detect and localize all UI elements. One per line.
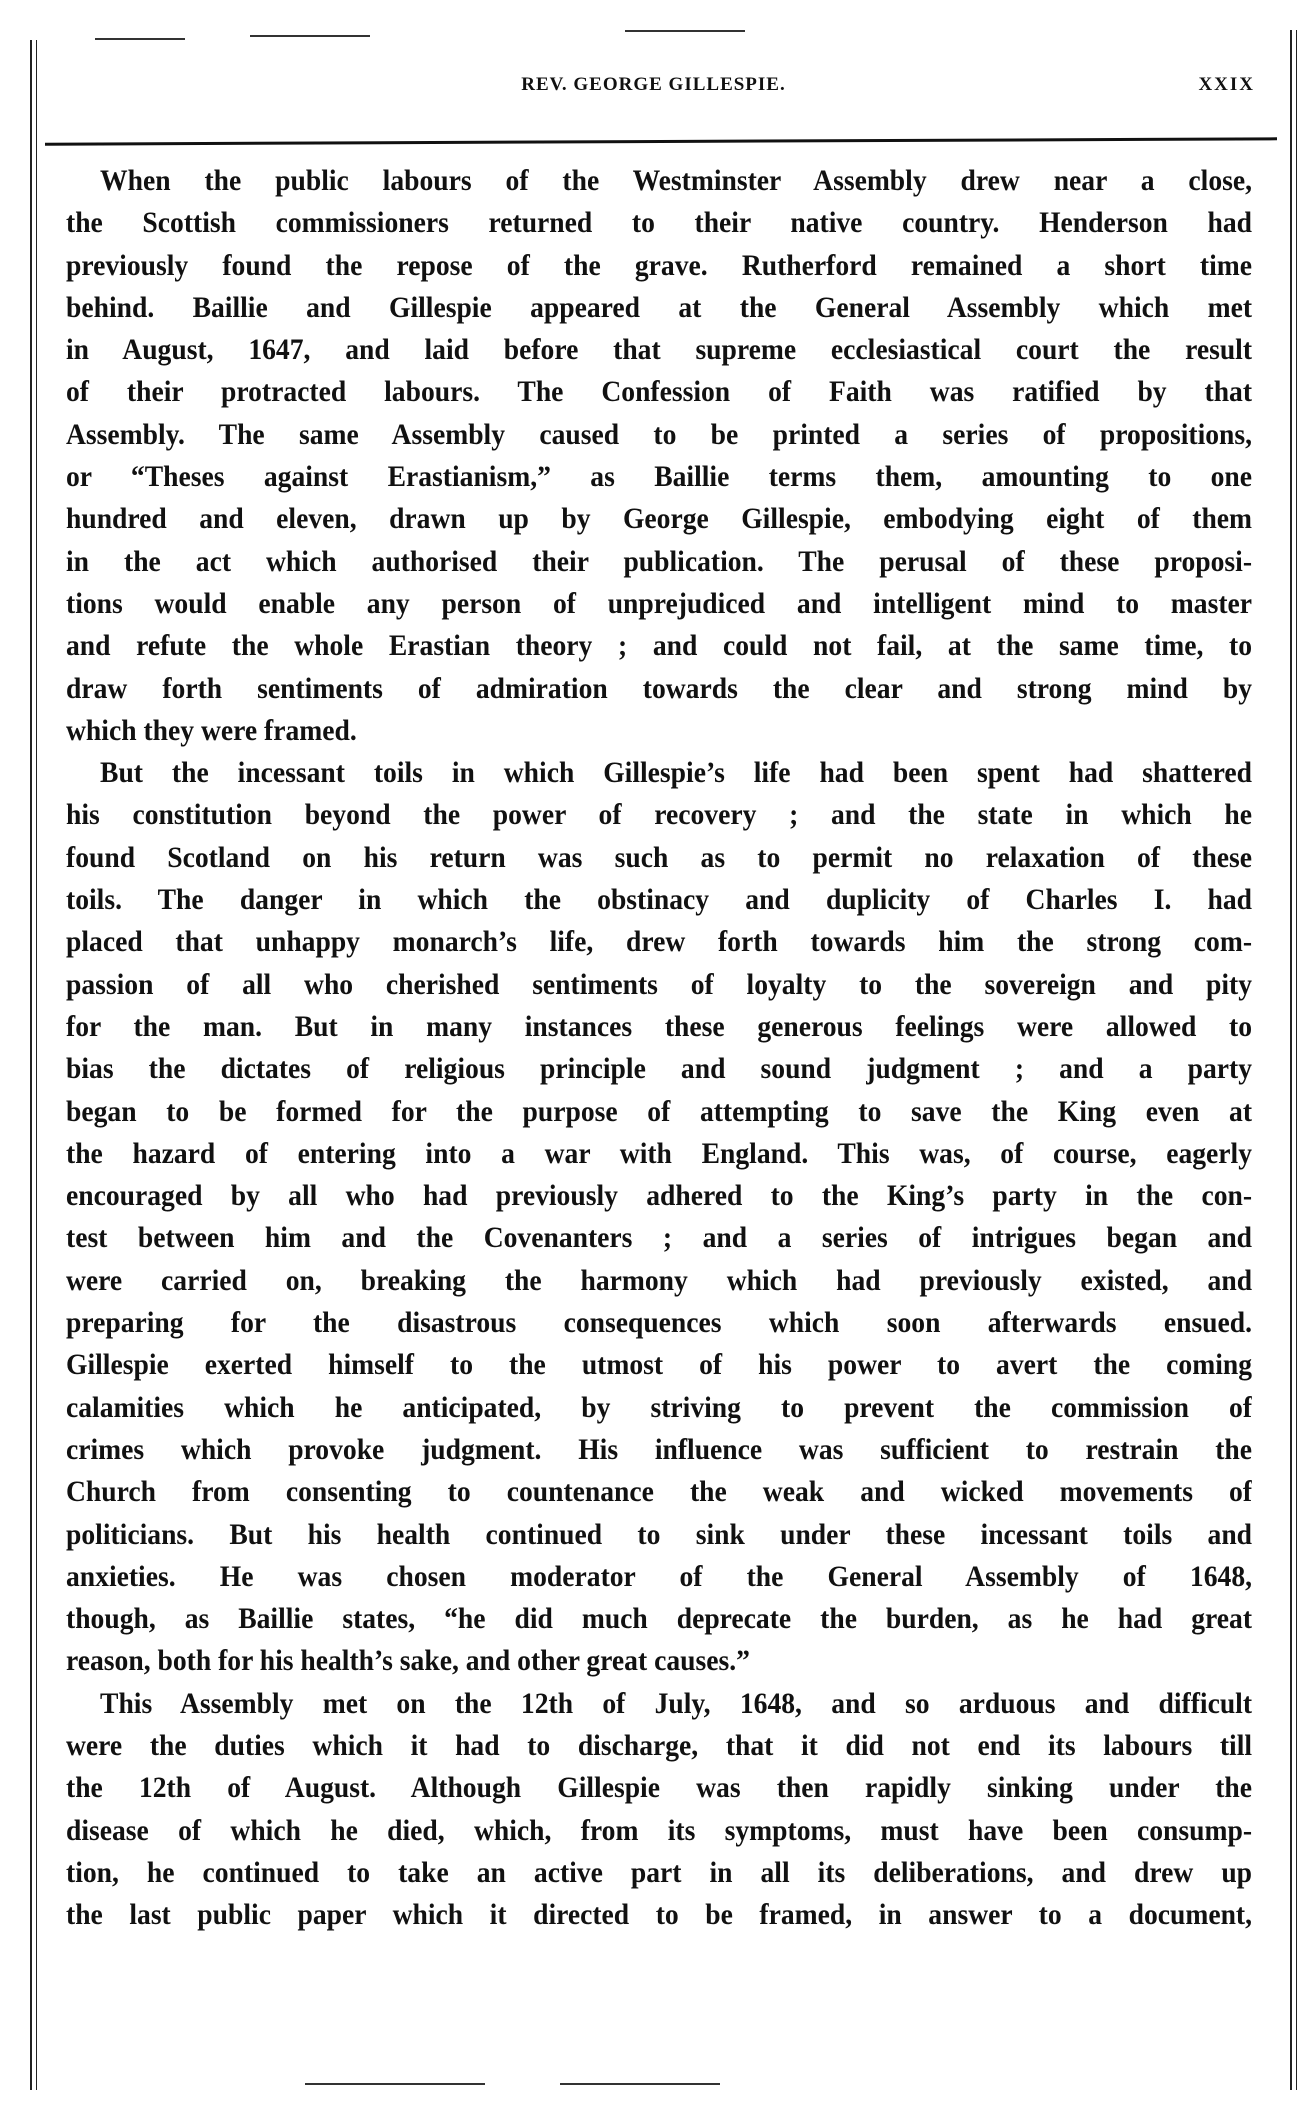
text-line: the hazard of entering into a war with England. This was, of course, eagerly: [66, 1136, 1253, 1170]
text-line: were the duties which it had to discharge, that it did not end its labours till: [66, 1728, 1253, 1762]
header-rule: [45, 137, 1277, 145]
page-number: XXIX: [1198, 74, 1255, 95]
text-line: reason, both for his health’s sake, and other great causes.”: [66, 1644, 750, 1678]
text-line: behind. Baillie and Gillespie appeared at the General Assembly which met: [66, 290, 1253, 324]
body-text: [66, 160, 1252, 1936]
text-line: toils. The danger in which the obstinacy and duplicity of Charles I. had: [66, 883, 1253, 917]
text-line: the 12th of August. Although Gillespie was then rapidly sinking under the: [66, 1771, 1253, 1805]
text-line: disease of which he died, which, from its symptoms, must have been consump-: [66, 1813, 1253, 1847]
text-line: his constitution beyond the power of recovery ; and the state in which he: [66, 798, 1253, 832]
text-line: Church from consenting to countenance the weak and wicked movements of: [66, 1475, 1253, 1509]
text-line: tion, he continued to take an active part in all its deliberations, and drew up: [66, 1855, 1253, 1889]
text-line: When the public labours of the Westminster Assembly drew near a close,: [100, 164, 1253, 197]
text-line: politicians. But his health continued to sink under these incessant toils and: [66, 1517, 1253, 1551]
text-line: for the man. But in many instances these generous feelings were allowed to: [66, 1009, 1253, 1043]
running-title: REV. GEORGE GILLESPIE.: [521, 74, 786, 95]
bottom-dash-marks: [560, 2083, 720, 2085]
text-line: placed that unhappy monarch’s life, drew forth towards him the strong com-: [66, 925, 1253, 959]
text-line: and refute the whole Erastian theory ; and could not fail, at the same time, to: [66, 629, 1253, 663]
text-line: tions would enable any person of unprejudiced and intelligent mind to master: [66, 586, 1253, 620]
text-line: the Scottish commissioners returned to their native country. Henderson had: [66, 206, 1253, 240]
text-line: draw forth sentiments of admiration towards the clear and strong mind by: [66, 671, 1253, 705]
text-line: of their protracted labours. The Confession of Faith was ratified by that: [66, 375, 1253, 409]
text-line: previously found the repose of the grave. Rutherford remained a short time: [66, 248, 1253, 282]
page-header: [40, 74, 1267, 104]
text-line: which they were framed.: [66, 713, 357, 747]
text-line: crimes which provoke judgment. His influence was sufficient to restrain the: [66, 1432, 1253, 1466]
text-line: the last public paper which it directed to be framed, in answer to a document,: [66, 1898, 1253, 1932]
text-line: But the incessant toils in which Gillespie’s life had been spent had shattered: [100, 756, 1253, 790]
text-line: Assembly. The same Assembly caused to be printed a series of propositions,: [66, 417, 1253, 451]
text-line: though, as Baillie states, “he did much deprecate the burden, as he had great: [66, 1602, 1253, 1636]
top-dash-marks: [250, 35, 370, 37]
text-line: preparing for the disastrous consequences which soon afterwards ensued.: [66, 1306, 1253, 1340]
right-border-line: [1290, 30, 1292, 2090]
text-line: passion of all who cherished sentiments of loyalty to the sovereign and pity: [66, 967, 1253, 1001]
text-line: began to be formed for the purpose of attempting to save the King even at: [66, 1094, 1253, 1128]
text-line: found Scotland on his return was such as to permit no relaxation of these: [66, 840, 1253, 874]
text-line: Gillespie exerted himself to the utmost of his power to avert the coming: [66, 1348, 1253, 1382]
text-line: in the act which authorised their publication. The perusal of these proposi-: [66, 544, 1253, 578]
text-line: were carried on, breaking the harmony which had previously existed, and: [66, 1263, 1253, 1297]
text-line: in August, 1647, and laid before that supreme ecclesiastical court the result: [66, 333, 1253, 367]
text-line: test between him and the Covenanters ; and a series of intrigues began and: [66, 1221, 1253, 1255]
text-line: hundred and eleven, drawn up by George Gillespie, embodying eight of them: [66, 502, 1253, 536]
left-border-line: [30, 40, 32, 2090]
top-dash-marks: [95, 38, 185, 40]
bottom-dash-marks: [305, 2083, 485, 2085]
text-line: encouraged by all who had previously adhered to the King’s party in the con-: [66, 1179, 1253, 1213]
text-line: calamities which he anticipated, by striving to prevent the commission of: [66, 1390, 1253, 1424]
left-border-line-inner: [36, 40, 37, 2090]
text-line: anxieties. He was chosen moderator of the General Assembly of 1648,: [66, 1559, 1253, 1593]
text-line: or “Theses against Erastianism,” as Baillie terms them, amounting to one: [66, 460, 1253, 494]
right-border-line-inner: [1296, 30, 1297, 2090]
text-line: This Assembly met on the 12th of July, 1648, and so arduous and difficult: [100, 1686, 1253, 1720]
text-line: bias the dictates of religious principle and sound judgment ; and a party: [66, 1052, 1253, 1086]
top-dash-marks: [625, 30, 745, 32]
